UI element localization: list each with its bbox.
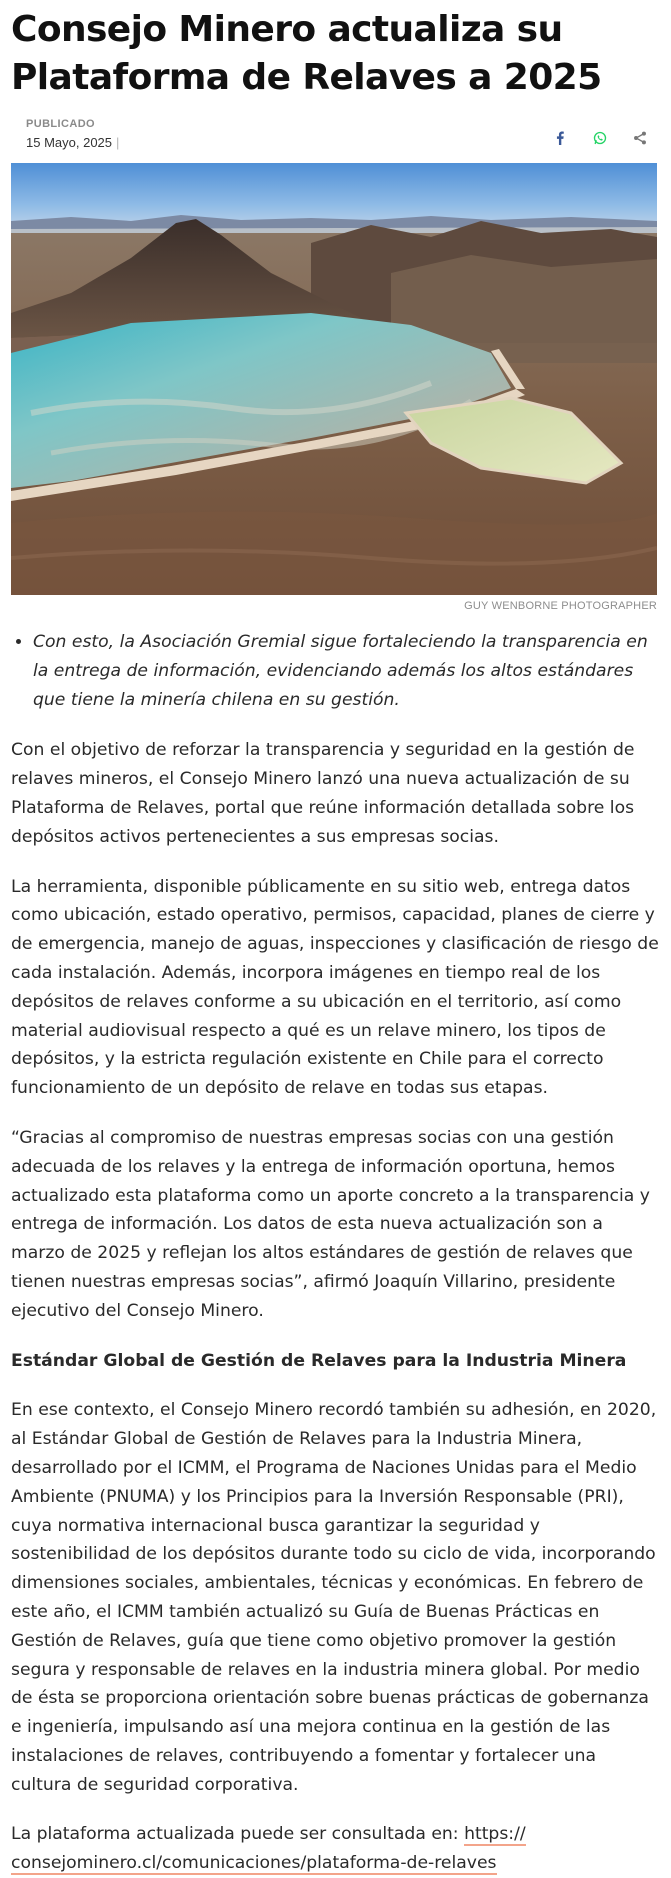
- lead-list: [11, 628, 659, 714]
- whatsapp-icon[interactable]: [591, 129, 609, 147]
- date-separator: |: [116, 135, 120, 150]
- published-date-line: [26, 133, 119, 153]
- section-subheading: Estándar Global de Gestión de Relaves para la Industria Minera: [11, 1350, 627, 1371]
- closing-paragraph: [11, 1820, 659, 1878]
- facebook-icon[interactable]: [551, 129, 569, 147]
- paragraph-2: La herramienta, disponible públicamente en su sitio web, entrega datos como ubicación, estado operativo, permisos, capacidad, planes de cierre y de emergencia, manejo de aguas, inspecciones y clasificación de riesgo de cada instalación. Además, incorpora imágenes en tiempo real de los depósitos de relaves conforme a su ubicación en el territorio, así como material audiovisual respecto a qué es un relave minero, los tipos de depósitos, y la estricta regulación existente en Chile para el correcto funcionamiento de un depósito de relave en todas sus etapas.: [11, 876, 659, 1099]
- article-body: [11, 628, 659, 1878]
- share-bar: [551, 129, 649, 147]
- platform-link-part1: https://: [464, 1824, 526, 1845]
- hero-image: [11, 163, 657, 595]
- paragraph-4: En ese contexto, el Consejo Minero recordó también su adhesión, en 2020, al Estándar Global de Gestión de Relaves para la Industria Minera, desarrollado por el ICMM, el Programa de Naciones Unidas para el Medio Ambiente (PNUMA) y los Principios para la Inversión Responsable (PRI), cuya normativa internacional busca garantizar la seguridad y sostenibilidad de los depósitos durante todo su ciclo de vida, incorporando dimensiones sociales, ambientales, técnicas y económicas. En febrero de este año, el ICMM también actualizó su Guía de Buenas Prácticas en Gestión de Relaves, guía que tiene como objetivo promover la gestión segura y responsable de relaves en la industria minera global. Por medio de ésta se proporciona orientación sobre buenas prácticas de gobernanza e ingeniería, impulsando así una mejora continua en la gestión de las instalaciones de relaves, contribuyendo a fomentar y fortalecer una cultura de seguridad corporativa.: [11, 1400, 657, 1795]
- paragraph-1: Con el objetivo de reforzar la transparencia y seguridad en la gestión de relaves mineros, el Consejo Minero lanzó una nueva actualización de su Plataforma de Relaves, portal que reúne información detallada sobre los depósitos activos pertenecientes a sus empresas socias.: [11, 740, 635, 847]
- closing-text: La plataforma actualizada puede ser consultada en:: [11, 1824, 465, 1845]
- tailings-landscape-illustration: [11, 163, 657, 595]
- lead-summary: • Con esto, la Asociación Gremial sigue fortaleciendo la transparencia en la entrega de información, evidenciando además los altos estándares que tiene la minería chilena en su gestión.: [33, 628, 659, 714]
- publication-meta: [26, 117, 119, 153]
- article: [0, 4, 671, 177]
- paragraph-3-quote: “Gracias al compromiso de nuestras empresas socias con una gestión adecuada de los relaves y la entrega de información oportuna, hemos actualizado esta plataforma como un aporte concreto a la transparencia y entrega de información. Los datos de esta nueva actualización son a marzo de 2025 y reflejan los altos estándares de gestión de relaves que tienen nuestras empresas socias”, afirmó Joaquín Villarino, presidente ejecutivo del Consejo Minero.: [11, 1127, 650, 1321]
- share-icon[interactable]: [631, 129, 649, 147]
- published-date: 15 Mayo, 2025: [26, 135, 113, 150]
- published-label: PUBLICADO: [26, 118, 95, 130]
- article-title: Consejo Minero actualiza su Plataforma de Relaves a 2025: [11, 9, 602, 98]
- platform-link-part2: consejominero.cl/comunicaciones/plataforma-de-relaves: [11, 1853, 497, 1874]
- image-credit: GUY WENBORNE PHOTOGRAPHER: [464, 600, 657, 612]
